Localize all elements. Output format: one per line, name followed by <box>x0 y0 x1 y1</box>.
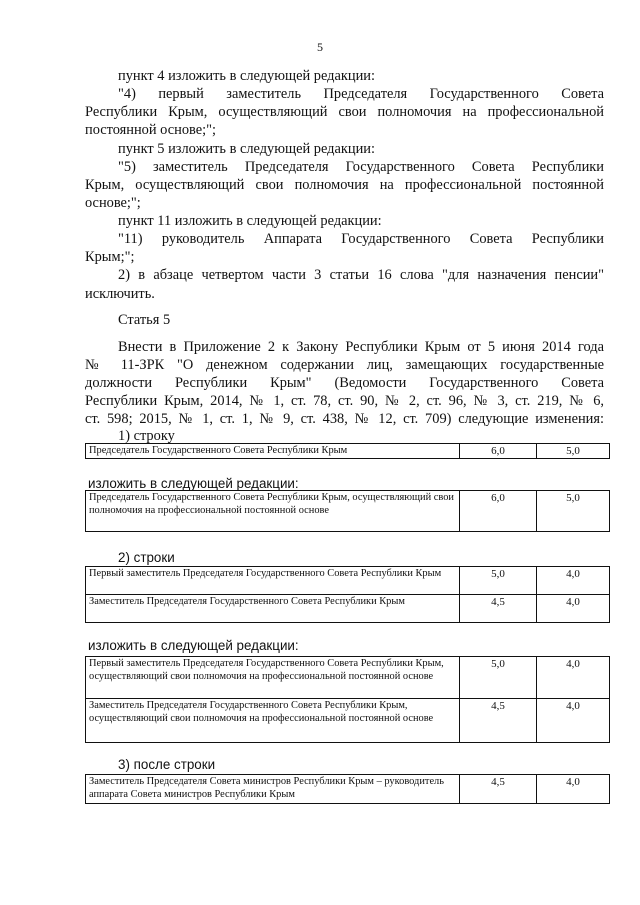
para-line: Республики Крым, 2014, № 1, ст. 78, ст. 90, № 2, ст. 96, № 3, ст. 219, № 6, <box>85 393 604 409</box>
table-row <box>86 657 609 699</box>
para-line: 2) в абзаце четвертом части 3 статьи 16 слова "для назначения пенсии" <box>118 267 604 283</box>
coefficient-1: 4,5 <box>460 775 537 803</box>
table-after-row <box>85 774 610 804</box>
position-name: Заместитель Председателя Совета министров Республики Крым – руководитель аппарата Совета министров Республики Крым <box>86 775 460 803</box>
coefficient-1: 6,0 <box>460 444 537 458</box>
para-line: "11) руководитель Аппарата Государственного Совета Республики <box>118 231 604 247</box>
position-name: Первый заместитель Председателя Государственного Совета Республики Крым, осуществляющий свои полномочия на профессиональной постоянной основе <box>86 657 460 698</box>
para-line: "4) первый заместитель Председателя Государственного Совета <box>118 86 604 102</box>
position-name: Первый заместитель Председателя Государственного Совета Республики Крым <box>86 567 460 594</box>
position-name: Председатель Государственного Совета Республики Крым, осуществляющий свои полномочия на профессиональной постоянной основе <box>86 491 460 531</box>
table-original-rows <box>85 566 610 623</box>
para-line: пункт 4 изложить в следующей редакции: <box>118 68 375 84</box>
edit-label: изложить в следующей редакции: <box>88 476 299 491</box>
table-row <box>86 444 609 458</box>
para-line: "5) заместитель Председателя Государственного Совета Республики <box>118 159 604 175</box>
table-row <box>86 699 609 742</box>
coefficient-2: 4,0 <box>566 568 580 580</box>
para-line: Крым, осуществляющий свои полномочия на профессиональной постоянной <box>85 177 604 193</box>
table-original-row <box>85 443 610 459</box>
coefficient-2: 4,0 <box>566 658 580 670</box>
position-name: Председатель Государственного Совета Республики Крым <box>86 444 460 458</box>
para-line: Республики Крым, осуществляющий свои полномочия на профессиональной <box>85 104 604 120</box>
coefficient-1: 6,0 <box>460 491 537 531</box>
para-line: основе;"; <box>85 195 141 211</box>
para-line: Внести в Приложение 2 к Закону Республики Крым от 5 июня 2014 года <box>118 339 604 355</box>
coefficient-1: 4,5 <box>460 595 537 622</box>
para-line: пункт 11 изложить в следующей редакции: <box>118 213 382 229</box>
position-name: Заместитель Председателя Государственного Совета Республики Крым, осуществляющий свои полномочия на профессиональной постоянной основе <box>86 699 460 742</box>
coefficient-1: 5,0 <box>460 567 537 594</box>
position-name: Заместитель Председателя Государственного Совета Республики Крым <box>86 595 460 622</box>
section-label: 2) строки <box>118 550 175 565</box>
para-line: № 11-ЗРК "О денежном содержании лиц, замещающих государственные <box>85 357 604 373</box>
table-new-row <box>85 490 610 532</box>
para-line: исключить. <box>85 286 155 302</box>
table-row <box>86 775 609 803</box>
coefficient-2: 5,0 <box>566 492 580 504</box>
coefficient-1: 4,5 <box>460 699 537 742</box>
page-number: 5 <box>317 40 323 54</box>
table-row <box>86 595 609 622</box>
coefficient-2: 4,0 <box>566 776 580 788</box>
para-line: постоянной основе;"; <box>85 122 216 138</box>
table-row <box>86 567 609 595</box>
para-line: пункт 5 изложить в следующей редакции: <box>118 141 375 157</box>
para-line: должности Республики Крым" (Ведомости Государственного Совета <box>85 375 604 391</box>
coefficient-1: 5,0 <box>460 657 537 698</box>
coefficient-2: 4,0 <box>566 700 580 712</box>
coefficient-2: 5,0 <box>566 445 580 457</box>
article-heading: Статья 5 <box>118 312 171 328</box>
table-new-rows <box>85 656 610 743</box>
edit-label: изложить в следующей редакции: <box>88 638 299 653</box>
para-line: Крым;"; <box>85 249 135 265</box>
para-line: ст. 598; 2015, № 1, ст. 1, № 9, ст. 438, № 12, ст. 709) следующие изменения: <box>85 411 604 427</box>
table-row <box>86 491 609 531</box>
para-line: 1) строку <box>118 428 175 444</box>
section-label: 3) после строки <box>118 757 216 772</box>
coefficient-2: 4,0 <box>566 596 580 608</box>
